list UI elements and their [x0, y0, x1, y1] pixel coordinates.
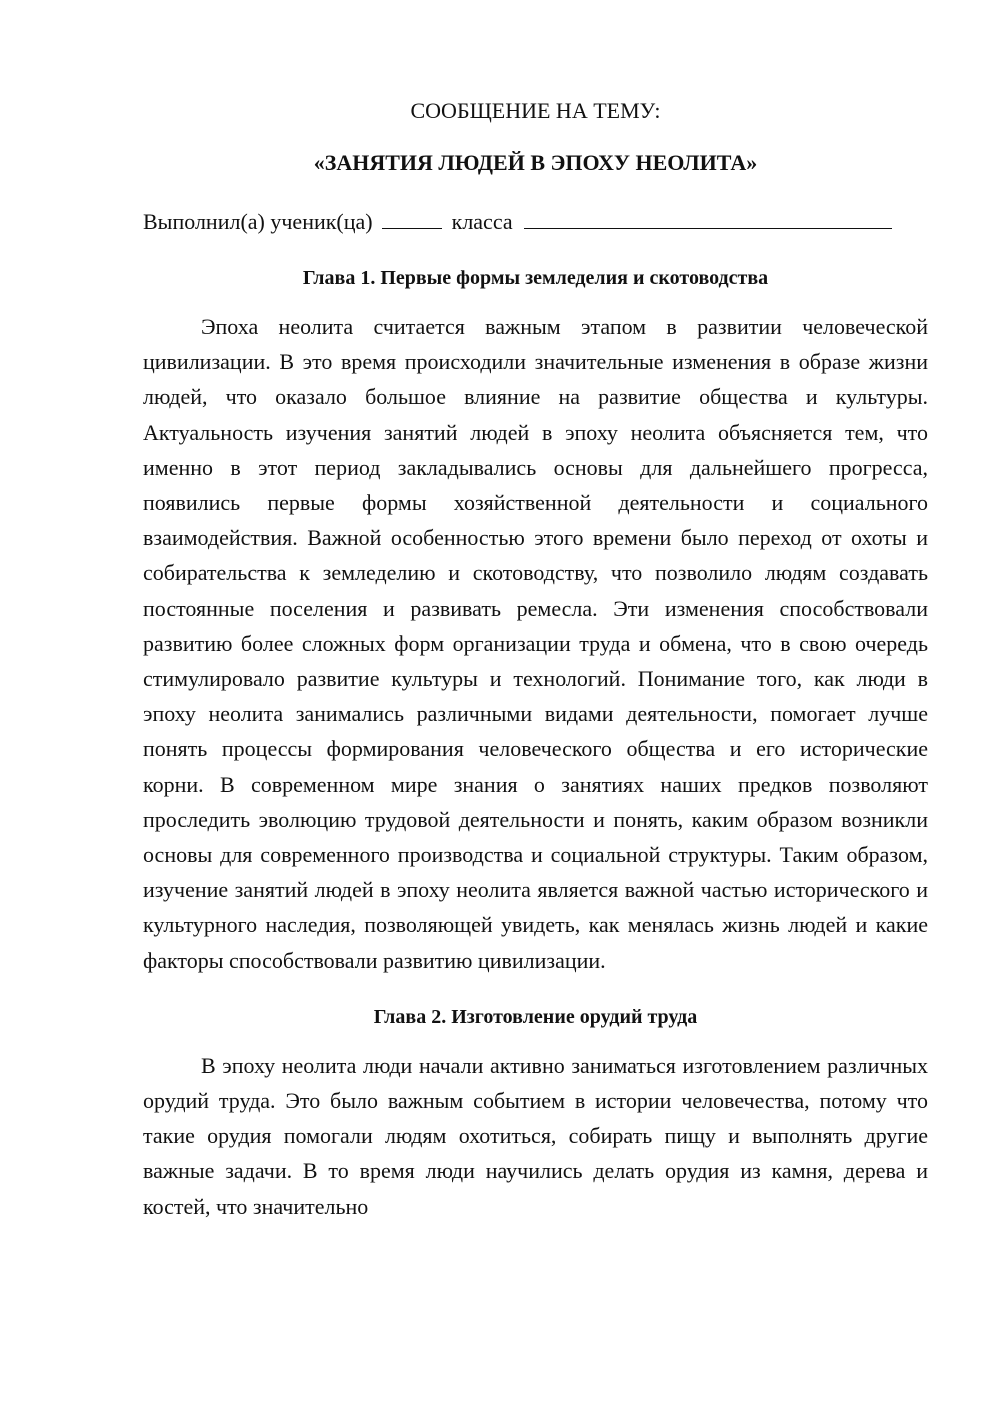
author-class-label: класса: [451, 209, 513, 234]
chapter-2-paragraph: В эпоху неолита люди начали активно заниматься изготовлением различных орудий труда. Это было важным событием в истории человечества, потому что такие орудия помогали людям охотиться, собирать пищу и выполнять другие важные задачи. В то время люди научились делать орудия из камня, дерева и костей, что значительно: [143, 1052, 928, 1219]
chapter-1-paragraph: Эпоха неолита считается важным этапом в развитии человеческой цивилизации. В это время происходили значительные изменения в образе жизни людей, что оказало большое влияние на развитие общества и культуры. Актуальность изучения занятий людей в эпоху неолита объясняется тем, что именно в этот период закладывались основы для дальнейшего прогресса, появились первые формы хозяйственной деятельности и социального взаимодействия. Важной особенностью этого времени было переход от охоты и собирательства к земледелию и скотоводству, что позволило людям создавать постоянные поселения и развивать ремесла. Эти изменения способствовали развитию более сложных форм организации труда и обмена, что в свою очередь стимулировало развитие культуры и технологий. Понимание того, как люди в эпоху неолита занимались различными видами деятельности, помогает лучше понять процессы формирования человеческого общества и его исторические корни. В современном мире знания о занятиях наших предков позволяют проследить эволюцию трудовой деятельности и понять, каким образом возникли основы для современного производства и социальной структуры. Таким образом, изучение занятий людей в эпоху неолита является важной частью исторического и культурного наследия, позволяющей увидеть, как менялась жизнь людей и какие факторы способствовали развитию цивилизации.: [143, 314, 928, 973]
class-number-blank[interactable]: [382, 206, 442, 229]
author-name-blank[interactable]: [524, 206, 892, 229]
document-heading: СООБЩЕНИЕ НА ТЕМУ:: [410, 98, 661, 123]
chapter-2-title: Глава 2. Изготовление орудий труда: [373, 1005, 698, 1028]
author-line: [143, 206, 928, 237]
author-prefix: Выполнил(а) ученик(ца): [143, 209, 373, 234]
chapter-1-title: Глава 1. Первые формы земледелия и скотоводства: [302, 267, 769, 289]
document-title: «ЗАНЯТИЯ ЛЮДЕЙ В ЭПОХУ НЕОЛИТА»: [313, 150, 758, 175]
